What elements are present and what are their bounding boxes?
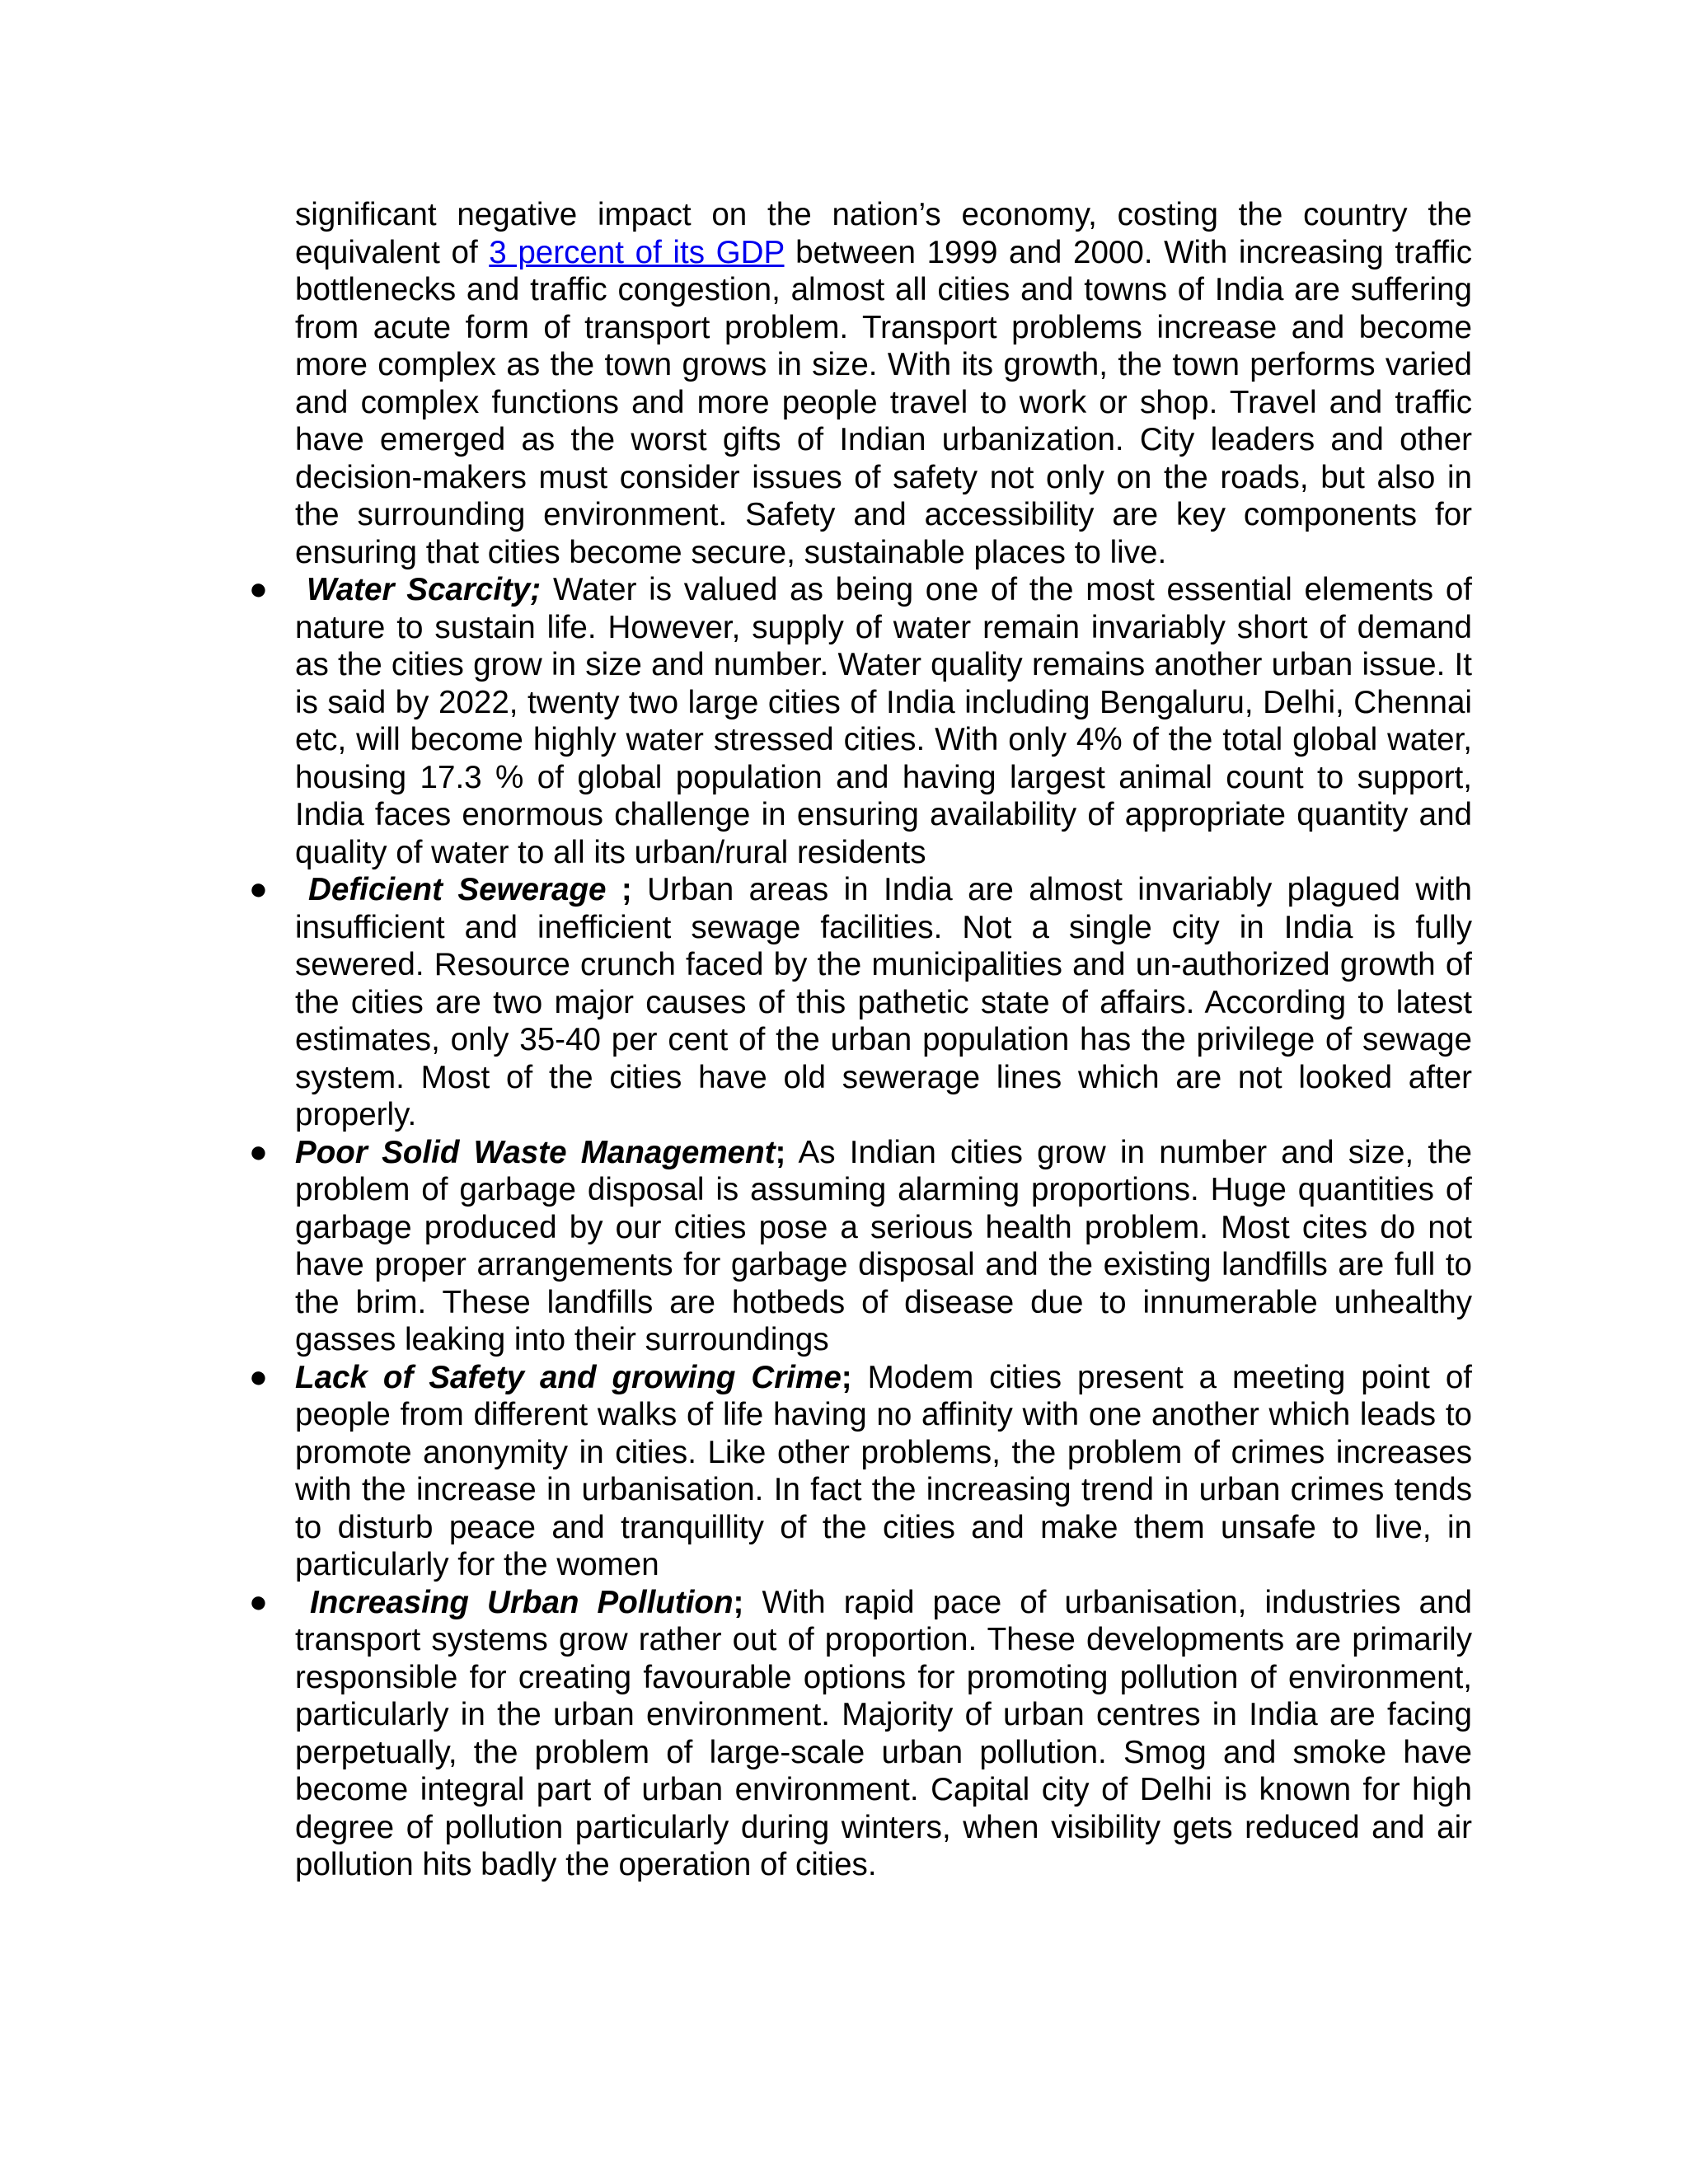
item-text: As Indian cities grow in number and size, the problem of garbage disposal is assuming alarming proportions. Huge quantities of garbage produced by our cities pose a serious health problem. Most cites do not have proper arrangements for garbage disposal and the existing landfills are full to the brim. These landfills are hotbeds of disease due to innumerable unhealthy gasses leaking into their surroundings bbox=[295, 1134, 1472, 1357]
bullet-icon: ● bbox=[249, 572, 268, 607]
list-item-deficient-sewerage bbox=[249, 871, 1472, 1134]
urban-issues-list bbox=[249, 571, 1472, 1884]
list-item-urban-pollution bbox=[249, 1584, 1472, 1884]
bullet-icon: ● bbox=[249, 1584, 268, 1619]
gdp-link[interactable]: 3 percent of its GDP bbox=[489, 234, 785, 270]
intro-text-after-link: between 1999 and 2000. With increasing traffic bottlenecks and traffic congestion, almost all cities and towns of India are suffering from acute form of transport problem. Transport problems increase and become more complex as the town grows in size. With its growth, the town performs varied and complex functions and more people travel to work or shop. Travel and traffic have emerged as the worst gifts of Indian urbanization. City leaders and other decision-makers must consider issues of safety not only on the roads, but also in the surrounding environment. Safety and accessibility are key components for ensuring that cities become secure, sustainable places to live. bbox=[295, 234, 1472, 570]
intro-text-before-link: significant negative impact on the nation’s economy, costing the country the equivalent of bbox=[295, 197, 1472, 270]
list-item-water-scarcity bbox=[249, 571, 1472, 871]
list-item-solid-waste bbox=[249, 1134, 1472, 1359]
item-separator: ; bbox=[606, 872, 632, 907]
list-item-safety-crime bbox=[249, 1359, 1472, 1584]
item-separator: ; bbox=[841, 1359, 852, 1395]
item-text: Modem cities present a meeting point of people from different walks of life having no affinity with one another which leads to promote anonymity in cities. Like other problems, the problem of crimes increases with the increase in urbanisation. In fact the increasing trend in urban crimes tends to disturb peace and tranquillity of the cities and make them unsafe to live, in particularly for the women bbox=[295, 1359, 1472, 1582]
item-text: Urban areas in India are almost invariably plagued with insufficient and inefficient sewage facilities. Not a single city in India is fully sewered. Resource crunch faced by the municipalities and un-authorized growth of the cities are two major causes of this pathetic state of affairs. According to latest estimates, only 35-40 per cent of the urban population has the privilege of sewage system. Most of the cities have old sewerage lines which are not looked after properly. bbox=[295, 872, 1472, 1132]
bullet-icon: ● bbox=[249, 872, 268, 907]
bullet-icon: ● bbox=[249, 1134, 268, 1169]
item-text: Water is valued as being one of the most essential elements of nature to sustain life. However, supply of water remain invariably short of demand as the cities grow in size and number. Water quality remains another urban issue. It is said by 2022, twenty two large cities of India including Bengaluru, Delhi, Chennai etc, will become highly water stressed cities. With only 4% of the total global water, housing 17.3 % of global population and having largest animal count to support, India faces enormous challenge in ensuring availability of appropriate quantity and quality of water to all its urban/rural residents bbox=[295, 572, 1472, 870]
item-text: With rapid pace of urbanisation, industries and transport systems grow rather out of proportion. These developments are primarily responsible for creating favourable options for promoting pollution of environment, particularly in the urban environment. Majority of urban centres in India are facing perpetually, the problem of large-scale urban pollution. Smog and smoke have become integral part of urban environment. Capital city of Delhi is known for high degree of pollution particularly during winters, when visibility gets reduced and air pollution hits badly the operation of cities. bbox=[295, 1584, 1472, 1882]
item-term: Water Scarcity; bbox=[307, 572, 542, 607]
intro-paragraph bbox=[295, 196, 1472, 571]
document-page bbox=[249, 196, 1472, 1884]
item-term: Lack of Safety and growing Crime bbox=[295, 1359, 842, 1395]
item-separator: ; bbox=[775, 1134, 786, 1170]
item-separator: ; bbox=[733, 1584, 744, 1620]
bullet-icon: ● bbox=[249, 1359, 268, 1394]
item-term: Deficient Sewerage bbox=[308, 872, 607, 907]
item-term: Increasing Urban Pollution bbox=[310, 1584, 734, 1620]
item-term: Poor Solid Waste Management bbox=[295, 1134, 776, 1170]
